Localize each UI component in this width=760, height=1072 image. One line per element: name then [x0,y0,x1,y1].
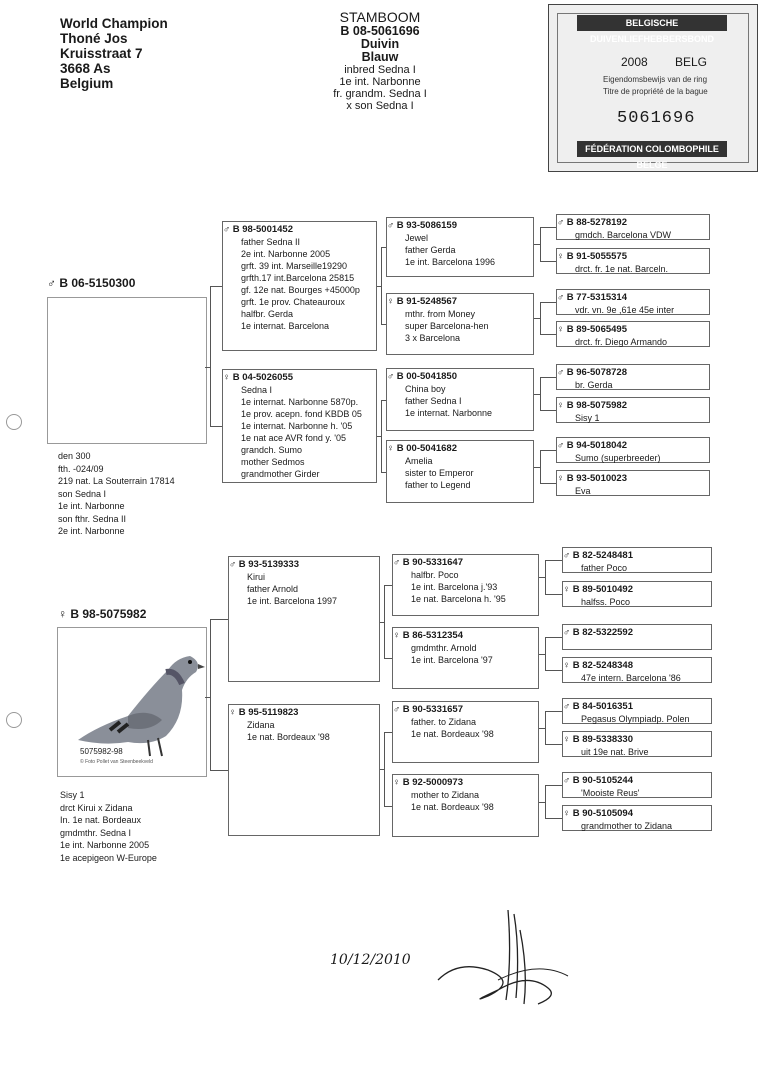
bird-note: 1e int. Barcelona '97 [411,655,493,665]
bird-notes [387,308,533,344]
connector-line [381,400,382,472]
sex-symbol-icon: ♂ [563,550,571,561]
dam-line: In. 1e nat. Bordeaux [60,815,142,825]
connector-line [381,472,386,473]
bird-ring [557,440,709,452]
bird-note: Amelia [405,456,433,466]
sex-symbol-icon: ♂ [563,775,571,786]
bird-ring [563,627,711,639]
bird-ring [387,220,533,232]
ring-number: B 84-5016351 [572,701,633,712]
sire-line: son fthr. Sedna II [58,513,127,524]
dam-photo-caption: 5075982-98 [80,747,123,756]
bird-notes [557,263,709,275]
bird-note: grft. 39 int. Marseille19290 [241,261,348,271]
ring-number: B 89-5065495 [566,324,627,335]
bird-note: 1e internat. Narbonne [405,408,493,418]
connector-line [545,594,562,595]
connector-line [384,732,392,733]
grandparent-card [222,221,377,351]
sire-description [58,450,175,538]
sex-symbol-icon: ♀ [557,251,565,262]
connector-line [540,302,541,334]
great-great-grandparent-card [556,289,710,315]
great-grandparent-card [386,293,534,355]
bird-notes [563,713,711,725]
bird-note: father Sedna II [241,237,301,247]
bird-note: 1e nat. Barcelona h. '95 [411,594,506,604]
punch-hole [6,414,22,430]
bird-ring [563,808,711,820]
bird-ring [563,775,711,787]
great-grandparent-card [386,217,534,277]
bird-note: 2e int. Narbonne 2005 [241,249,331,259]
sire-line: 219 nat. La Souterrain 17814 [58,476,175,486]
bird-notes [223,384,376,480]
connector-line [545,711,546,744]
bird-notes [387,455,533,491]
pedigree-name: Duivin [360,37,400,51]
bird-notes [557,452,709,464]
bird-notes [557,485,709,497]
bird-note: China boy [405,384,446,394]
bird-notes [387,383,533,419]
connector-line [545,637,546,670]
bird-ring [229,559,379,571]
great-great-grandparent-card [562,547,712,573]
sex-symbol-icon: ♂ [557,367,565,378]
pedigree-note: 1e int. Narbonne [339,76,421,88]
bird-note: 47e intern. Barcelona '86 [581,673,681,683]
bird-note: 1e int. Barcelona 1996 [405,257,496,267]
grandparent-card [228,704,380,836]
ring-number: B 98-5075982 [566,400,627,411]
ring-number: B 93-5010023 [566,473,627,484]
ring-number: B 94-5018042 [566,440,627,451]
bird-ring [223,224,376,236]
connector-line [545,785,546,818]
owner-street: Kruisstraat 7 [60,46,143,61]
bird-note: grandmother to Zidana [581,821,673,831]
bird-ring [393,557,538,569]
bird-ring [387,371,533,383]
bird-notes [229,719,379,743]
bird-note: 1e int. Barcelona 1997 [247,596,338,606]
sex-symbol-icon: ♂ [557,440,565,451]
great-great-grandparent-card [556,397,710,423]
sex-symbol-icon: ♀ [563,660,571,671]
bird-note: mother Sedmos [241,457,305,467]
bird-ring [557,251,709,263]
bird-notes [557,229,709,241]
bird-ring [393,630,538,642]
sex-symbol-icon: ♀ [393,777,401,788]
bird-ring [557,292,709,304]
bird-ring [557,473,709,485]
female-symbol-icon: ♀ [58,607,67,621]
great-grandparent-card [386,368,534,431]
ring-number: B 92-5000973 [402,777,463,788]
connector-line [540,377,541,410]
bird-note: father to Legend [405,480,471,490]
connector-line [545,785,562,786]
grandparent-card [222,369,377,483]
ring-number: B 82-5322592 [572,627,633,638]
bird-ring [563,660,711,672]
bird-note: Sedna I [241,385,273,395]
connector-line [540,334,556,335]
connector-line [540,410,556,411]
bird-note: grandch. Sumo [241,445,303,455]
bird-note: br. Gerda [575,380,613,390]
bird-ring [557,324,709,336]
dam-line: drct Kirui x Zidana [60,802,133,813]
great-grandparent-card [392,554,539,616]
great-great-grandparent-card [556,437,710,463]
bird-ring [563,550,711,562]
connector-line [384,732,385,806]
bird-ring [393,777,538,789]
connector-line [210,286,222,287]
bird-note: Eva [575,486,591,496]
ring-number: B 00-5041850 [396,371,457,382]
bird-note: father Gerda [405,245,456,255]
sire-line: fth. -024/09 [58,463,104,474]
owner-title: World Champion [60,16,168,31]
bird-note: father Sedna I [405,396,462,406]
great-great-grandparent-card [556,470,710,496]
certificate-nl: Eigendomsbewijs van de ring [603,75,708,84]
bird-note: 1e nat. Bordeaux '98 [411,802,494,812]
connector-line [210,619,228,620]
bird-notes [393,569,538,605]
bird-note: grfth.17 int.Barcelona 25815 [241,273,355,283]
bird-note: gmdch. Barcelona VDW [575,230,672,240]
ring-number: B 86-5312354 [402,630,463,641]
punch-hole [6,712,22,728]
bird-note: drct. fr. Diego Armando [575,337,668,347]
bird-notes [393,716,538,740]
ring-number: B 00-5041682 [396,443,457,454]
bird-note: drct. fr. 1e nat. Barceln. [575,264,669,274]
certificate-top-banner: BELGISCHE DUIVENLIEFHEBBERSBOND [577,15,727,31]
ring-number: B 89-5338330 [572,734,633,745]
connector-line [540,450,541,483]
great-great-grandparent-card [562,581,712,607]
great-great-grandparent-card [562,657,712,683]
bird-ring [557,217,709,229]
sex-symbol-icon: ♂ [563,701,571,712]
pedigree-title: STAMBOOM [339,9,421,25]
bird-notes [563,746,711,758]
bird-notes [557,336,709,348]
bird-notes [557,412,709,424]
connector-line [540,483,556,484]
bird-note: 1e nat ace AVR fond y. '05 [241,433,346,443]
ring-number: B 93-5086159 [396,220,457,231]
connector-line [545,670,562,671]
sex-symbol-icon: ♂ [563,627,571,638]
bird-note: 'Mooiste Reus' [581,788,640,798]
great-great-grandparent-card [556,364,710,390]
connector-line [545,711,562,712]
ring-number: B 89-5010492 [572,584,633,595]
bird-note: gf. 12e nat. Bourges +45000p [241,285,360,295]
bird-note: 1e nat. Bordeaux '98 [247,732,330,742]
bird-note: Sumo (superbreeder) [575,453,661,463]
connector-line [545,744,562,745]
bird-note: super Barcelona-hen [405,321,489,331]
grandparent-card [228,556,380,682]
dam-description [60,789,157,864]
great-great-grandparent-card [562,731,712,757]
sire-heading [47,276,135,290]
great-great-grandparent-card [562,698,712,724]
bird-note: 1e int. Barcelona j.'93 [411,582,498,592]
great-grandparent-card [386,440,534,503]
owner-city: 3668 As [60,61,111,76]
bird-ring [223,372,376,384]
bird-notes [393,789,538,813]
sex-symbol-icon: ♂ [387,371,395,382]
certificate-bottom-banner: FÉDÉRATION COLOMBOPHILE BELGE [577,141,727,157]
sex-symbol-icon: ♀ [563,584,571,595]
bird-note: father Poco [581,563,628,573]
signature-date: 10/12/2010 [330,952,411,968]
bird-notes [563,562,711,574]
dam-line: 1e acepigeon W-Europe [60,852,157,863]
bird-ring [387,443,533,455]
dam-photo [57,627,207,777]
connector-line [381,400,386,401]
bird-notes [393,642,538,666]
bird-note: 1e prov. acepn. fond KBDB 05 [241,409,362,419]
sex-symbol-icon: ♀ [563,734,571,745]
ring-number: B 77-5315314 [566,292,627,303]
bird-notes [563,596,711,608]
connector-line [210,426,222,427]
sex-symbol-icon: ♂ [387,220,395,231]
sex-symbol-icon: ♀ [563,808,571,819]
bird-note: uit 19e nat. Brive [581,747,649,757]
bird-note: Pegasus Olympiadp. Polen [581,714,690,724]
connector-line [210,619,211,770]
dam-line: Sisy 1 [60,790,85,800]
connector-line [381,247,382,324]
connector-line [381,324,386,325]
connector-line [381,247,386,248]
bird-notes [387,232,533,268]
bird-notes [563,820,711,832]
sire-line: son Sedna I [58,488,107,499]
sex-symbol-icon: ♀ [229,707,237,718]
great-great-grandparent-card [556,321,710,347]
sex-symbol-icon: ♂ [557,292,565,303]
bird-note: Sisy 1 [575,413,600,423]
bird-notes [563,787,711,799]
pedigree-header [300,10,460,112]
connector-line [384,585,392,586]
bird-note: mother to Zidana [411,790,480,800]
pedigree-note: fr. grandm. Sedna I [333,88,427,100]
owner-country: Belgium [60,76,114,91]
ring-number: B 93-5139333 [238,559,299,570]
dam-ring: B 98-5075982 [70,607,147,621]
connector-line [545,560,546,594]
bird-notes [223,236,376,332]
bird-ring [557,367,709,379]
bird-note: 3 x Barcelona [405,333,461,343]
ring-number: B 91-5055575 [566,251,627,262]
great-great-grandparent-card [556,214,710,240]
certificate-number: 5061696 [617,109,696,128]
great-great-grandparent-card [562,772,712,798]
great-grandparent-card [392,701,539,763]
sex-symbol-icon: ♂ [557,217,565,228]
bird-note: halfbr. Poco [411,570,459,580]
owner-block [60,16,168,91]
bird-note: halfbr. Gerda [241,309,294,319]
signature-icon [428,900,578,1020]
bird-note: grandmother Girder [241,469,320,479]
connector-line [540,227,541,261]
dam-line: 1e int. Narbonne 2005 [60,840,150,850]
connector-line [540,261,556,262]
certificate-country: BELG [675,55,708,69]
sex-symbol-icon: ♀ [557,400,565,411]
bird-note: 1e internat. Barcelona [241,321,330,331]
pedigree-color: Blauw [361,50,399,64]
bird-ring [563,701,711,713]
sex-symbol-icon: ♂ [393,704,401,715]
certificate-fr: Titre de propriété de la bague [603,87,708,96]
ring-number: B 04-5026055 [232,372,293,383]
male-symbol-icon: ♂ [47,276,56,290]
bird-note: grft. 1e prov. Chateauroux [241,297,345,307]
bird-notes [563,672,711,684]
great-grandparent-card [392,774,539,837]
pedigree-ring: B 08-5061696 [340,24,420,38]
ring-number: B 90-5331657 [402,704,463,715]
bird-note: 1e internat. Narbonne 5870p. [241,397,359,407]
bird-note: Jewel [405,233,429,243]
bird-ring [563,584,711,596]
great-great-grandparent-card [562,624,712,650]
bird-notes [557,304,709,316]
ring-number: B 96-5078728 [566,367,627,378]
connector-line [545,818,562,819]
sire-line: 2e int. Narbonne [58,526,125,536]
bird-note: 1e nat. Bordeaux '98 [411,729,494,739]
bird-note: Zidana [247,720,275,730]
ring-number: B 90-5105094 [572,808,633,819]
bird-note: mthr. from Money [405,309,476,319]
bird-note: 1e internat. Narbonne h. '05 [241,421,353,431]
sex-symbol-icon: ♀ [393,630,401,641]
bird-ring [387,296,533,308]
sex-symbol-icon: ♀ [387,296,395,307]
sex-symbol-icon: ♂ [223,224,231,235]
connector-line [210,286,211,426]
bird-note: Kirui [247,572,266,582]
ring-number: B 82-5248481 [572,550,633,561]
bird-note: vdr. vn. 9e ,61e 45e inter [575,305,675,315]
bird-ring [393,704,538,716]
ring-number: B 95-5119823 [238,707,299,718]
bird-note: sister to Emperor [405,468,474,478]
bird-note: father. to Zidana [411,717,477,727]
great-grandparent-card [392,627,539,689]
bird-note: gmdmthr. Arnold [411,643,477,653]
sex-symbol-icon: ♀ [387,443,395,454]
sire-ring: B 06-5150300 [59,276,136,290]
sex-symbol-icon: ♀ [557,473,565,484]
connector-line [540,377,556,378]
connector-line [540,302,556,303]
great-great-grandparent-card [562,805,712,831]
ring-number: B 82-5248348 [572,660,633,671]
ring-certificate [548,4,758,172]
connector-line [540,450,556,451]
bird-notes [229,571,379,607]
ring-number: B 91-5248567 [396,296,457,307]
connector-line [545,560,562,561]
ring-number: B 90-5331647 [402,557,463,568]
dam-heading [58,607,146,621]
dam-line: gmdmthr. Sedna I [60,827,132,838]
connector-line [540,227,556,228]
connector-line [384,585,385,658]
connector-line [384,658,392,659]
sire-line: den 300 [58,451,91,461]
sex-symbol-icon: ♀ [223,372,231,383]
bird-note: halfss. Poco [581,597,631,607]
pedigree-note: x son Sedna I [346,100,414,112]
connector-line [545,637,562,638]
ring-number: B 88-5278192 [566,217,627,228]
bird-ring [229,707,379,719]
certificate-year: 2008 [621,55,648,69]
owner-name: Thoné Jos [60,31,128,46]
sire-photo [47,297,207,444]
bird-notes [557,379,709,391]
connector-line [210,770,228,771]
sex-symbol-icon: ♂ [229,559,237,570]
sex-symbol-icon: ♂ [393,557,401,568]
connector-line [384,806,392,807]
bird-note: father Arnold [247,584,299,594]
sex-symbol-icon: ♀ [557,324,565,335]
great-great-grandparent-card [556,248,710,274]
ring-number: B 90-5105244 [572,775,633,786]
bird-ring [563,734,711,746]
pedigree-note: inbred Sedna I [344,64,416,76]
dam-photo-credit: © Foto Pollet van Steenbeekveld [80,759,153,765]
ring-number: B 98-5001452 [232,224,293,235]
sire-line: 1e int. Narbonne [58,501,125,511]
bird-ring [557,400,709,412]
